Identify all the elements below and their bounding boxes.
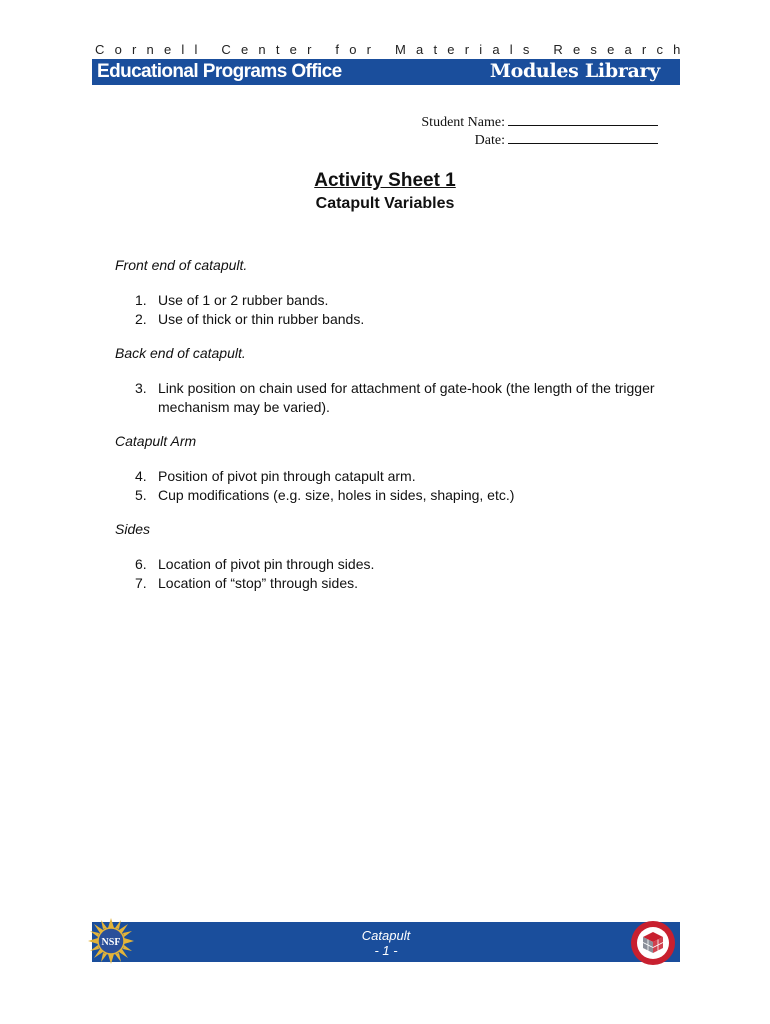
section-heading: Sides xyxy=(115,521,151,537)
list-item xyxy=(115,486,675,505)
page-title: Activity Sheet 1 xyxy=(314,170,456,191)
student-info xyxy=(421,113,658,149)
item-number: 3. xyxy=(135,380,147,396)
item-number: 7. xyxy=(135,574,147,591)
page-subtitle: Catapult Variables xyxy=(315,195,455,212)
ccmr-logo-icon xyxy=(630,920,676,966)
section-sides xyxy=(115,520,675,592)
item-number: 6. xyxy=(135,556,147,572)
list-item xyxy=(115,379,675,416)
item-text: Location of “stop” through sides. xyxy=(158,574,359,591)
item-text: Use of thick or thin rubber bands. xyxy=(158,310,365,327)
item-text: Cup modifications (e.g. size, holes in sides, shaping, etc.) xyxy=(158,486,515,503)
list-item xyxy=(115,467,675,486)
item-number: 2. xyxy=(135,310,147,327)
item-list xyxy=(115,291,675,328)
item-text: Location of pivot pin through sides. xyxy=(158,556,375,572)
item-text: Position of pivot pin through catapult arm. xyxy=(158,468,416,484)
header-bar xyxy=(92,59,680,85)
student-name-row xyxy=(421,113,658,131)
item-number: 1. xyxy=(135,292,147,308)
header-office-title: Educational Programs Office xyxy=(97,61,342,82)
item-list xyxy=(115,379,675,416)
date-row xyxy=(421,131,658,149)
list-item xyxy=(115,310,675,329)
item-number: 4. xyxy=(135,468,147,484)
content xyxy=(115,256,675,592)
section-arm xyxy=(115,432,675,504)
item-text: Use of 1 or 2 rubber bands. xyxy=(158,292,329,308)
student-name-label: Student Name: xyxy=(421,115,505,130)
footer-module-name: Catapult xyxy=(361,928,411,943)
item-text: Link position on chain used for attachment of gate-hook (the length of the trigger mechanism may be varied). xyxy=(158,380,655,415)
section-heading: Back end of catapult. xyxy=(115,345,246,361)
item-number: 5. xyxy=(135,486,147,503)
footer-text xyxy=(92,928,680,958)
nsf-logo-icon xyxy=(88,918,134,964)
list-item xyxy=(115,555,675,574)
date-label: Date: xyxy=(474,133,505,148)
section-heading: Catapult Arm xyxy=(115,433,197,449)
section-back xyxy=(115,344,675,416)
section-front xyxy=(115,256,675,328)
student-name-blank xyxy=(508,113,658,126)
nsf-logo-text: NSF xyxy=(101,937,121,948)
list-item xyxy=(115,574,675,593)
list-item xyxy=(115,291,675,310)
org-line: Cornell Center for Materials Research xyxy=(95,42,691,57)
item-list xyxy=(115,555,675,592)
date-blank xyxy=(508,131,658,144)
footer-bar xyxy=(92,922,680,962)
section-heading: Front end of catapult. xyxy=(115,257,248,273)
item-list xyxy=(115,467,675,504)
header-modules-library: Modules Library xyxy=(489,60,660,82)
page-number: - 1 - xyxy=(374,943,398,958)
